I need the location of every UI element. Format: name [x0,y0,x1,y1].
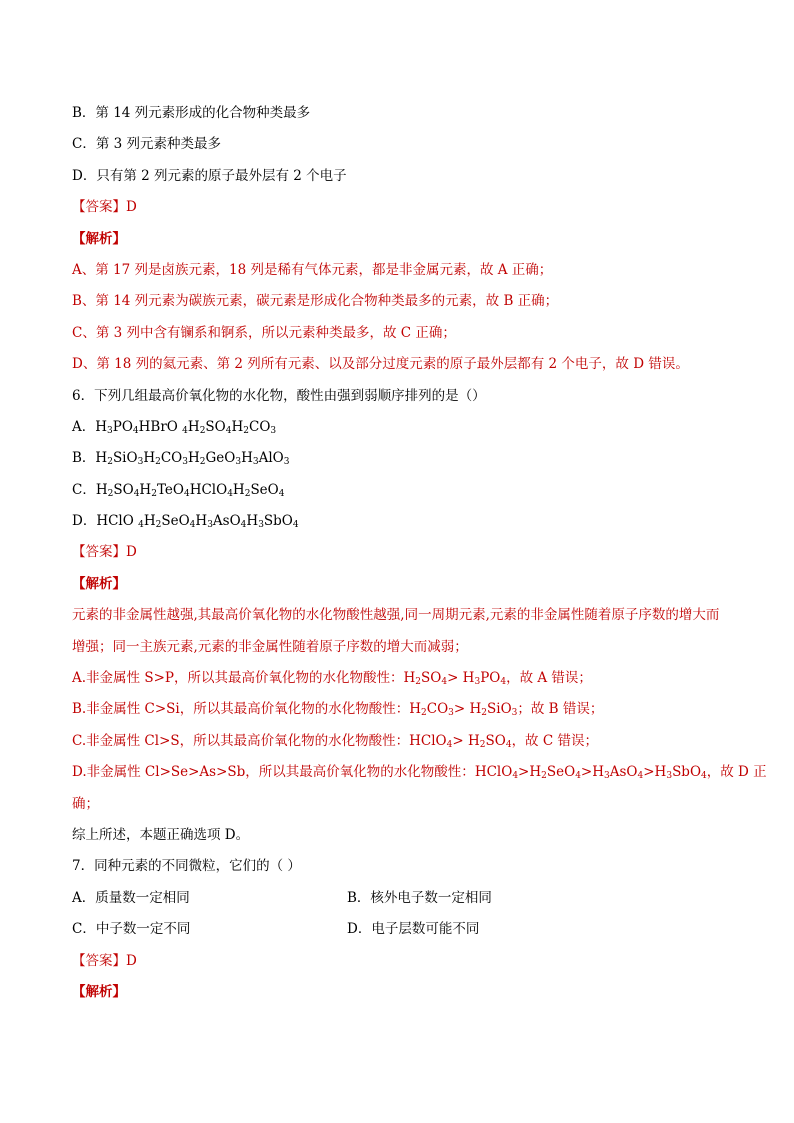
q7-option-b: B．核外电子数一定相同 [347,889,492,906]
q6-analysis-b: B.非金属性 C>Si，所以其最高价氧化物的水化物酸性：$H_2CO_3> H_2SiO_3$；故 B 错误； [72,701,604,719]
q6-option-a: A．$H_3PO_4HBrO$ $_4H_2SO_4H_2CO_3$ [72,418,277,436]
q5-analysis-d: D、第 18 列的氦元素、第 2 列所有元素、以及部分过度元素的原子最外层都有 2 个电子，故 D 错误。 [72,356,689,373]
q7-answer: 【答案】D [72,952,137,969]
q5-option-c: C．第 3 列元素种类最多 [72,136,222,153]
q5-analysis-b: B、第 14 列元素为碳族元素，碳元素是形成化合物种类最多的元素，故 B 正确； [72,293,559,310]
q6-analysis-c: C.非金属性 Cl>S，所以其最高价氧化物的水化物酸性：HClO$_4$> $H_2SO_4$，故 C 错误； [72,732,598,750]
q5-analysis-c: C、第 3 列中含有镧系和锕系，所以元素种类最多，故 C 正确； [72,324,456,341]
q7-analysis-label: 【解析】 [72,983,126,1000]
q7-option-c: C．中子数一定不同 [72,921,191,938]
q5-analysis-label: 【解析】 [72,230,126,247]
q5-analysis-a: A、第 17 列是卤族元素，18 列是稀有气体元素，都是非金属元素，故 A 正确； [72,261,553,278]
q6-option-c: C．$H_2SO_4H_2TeO_4HClO_4H_2SeO_4$ [72,481,285,499]
q5-answer: 【答案】D [72,199,137,216]
q7-option-d: D．电子层数可能不同 [347,921,480,938]
q7-options-row-2 [72,914,732,945]
q6-analysis-label: 【解析】 [72,575,126,592]
q7-option-a: A．质量数一定相同 [72,889,190,906]
q5-option-b: B．第 14 列元素形成的化合物种类最多 [72,105,311,121]
q6-option-d: D．HClO $_4H_2SeO_4H_3AsO_4H_3SbO_4$ [72,513,299,531]
q6-analysis-intro: 元素的非金属性越强,其最高价氧化物的水化物酸性越强,同一周期元素,元素的非金属性随着原子序数的增大而增强；同一主族元素,元素的非金属性随着原子序数的增大而减弱； [72,607,720,655]
q6-answer: 【答案】D [72,544,137,561]
q5-option-d: D．只有第 2 列元素的原子最外层有 2 个电子 [72,167,347,184]
q6-analysis-d: D.非金属性 Cl>Se>As>Sb，所以其最高价氧化物的水化物酸性：$HClO_4>H_2SeO_4>H_3AsO_4>H_3SbO_4$，故 D 正 [72,764,767,782]
q6-analysis-d-continued: 确； [72,795,99,812]
q6-stem: 6．下列几组最高价氧化物的水化物，酸性由强到弱顺序排列的是（） [72,387,486,404]
q7-options-row-1 [72,883,732,914]
q6-summary: 综上所述，本题正确选项 D。 [72,827,250,844]
q6-option-b: B．$H_2SiO_3H_2CO_3H_2GeO_3H_3AlO_3$ [72,450,290,468]
q7-stem: 7．同种元素的不同微粒，它们的（ ） [72,858,301,875]
q6-analysis-a: A.非金属性 S>P，所以其最高价氧化物的水化物酸性：$H_2SO_4> H_3PO_4$，故 A 错误； [72,670,592,688]
document-page [72,98,767,1008]
